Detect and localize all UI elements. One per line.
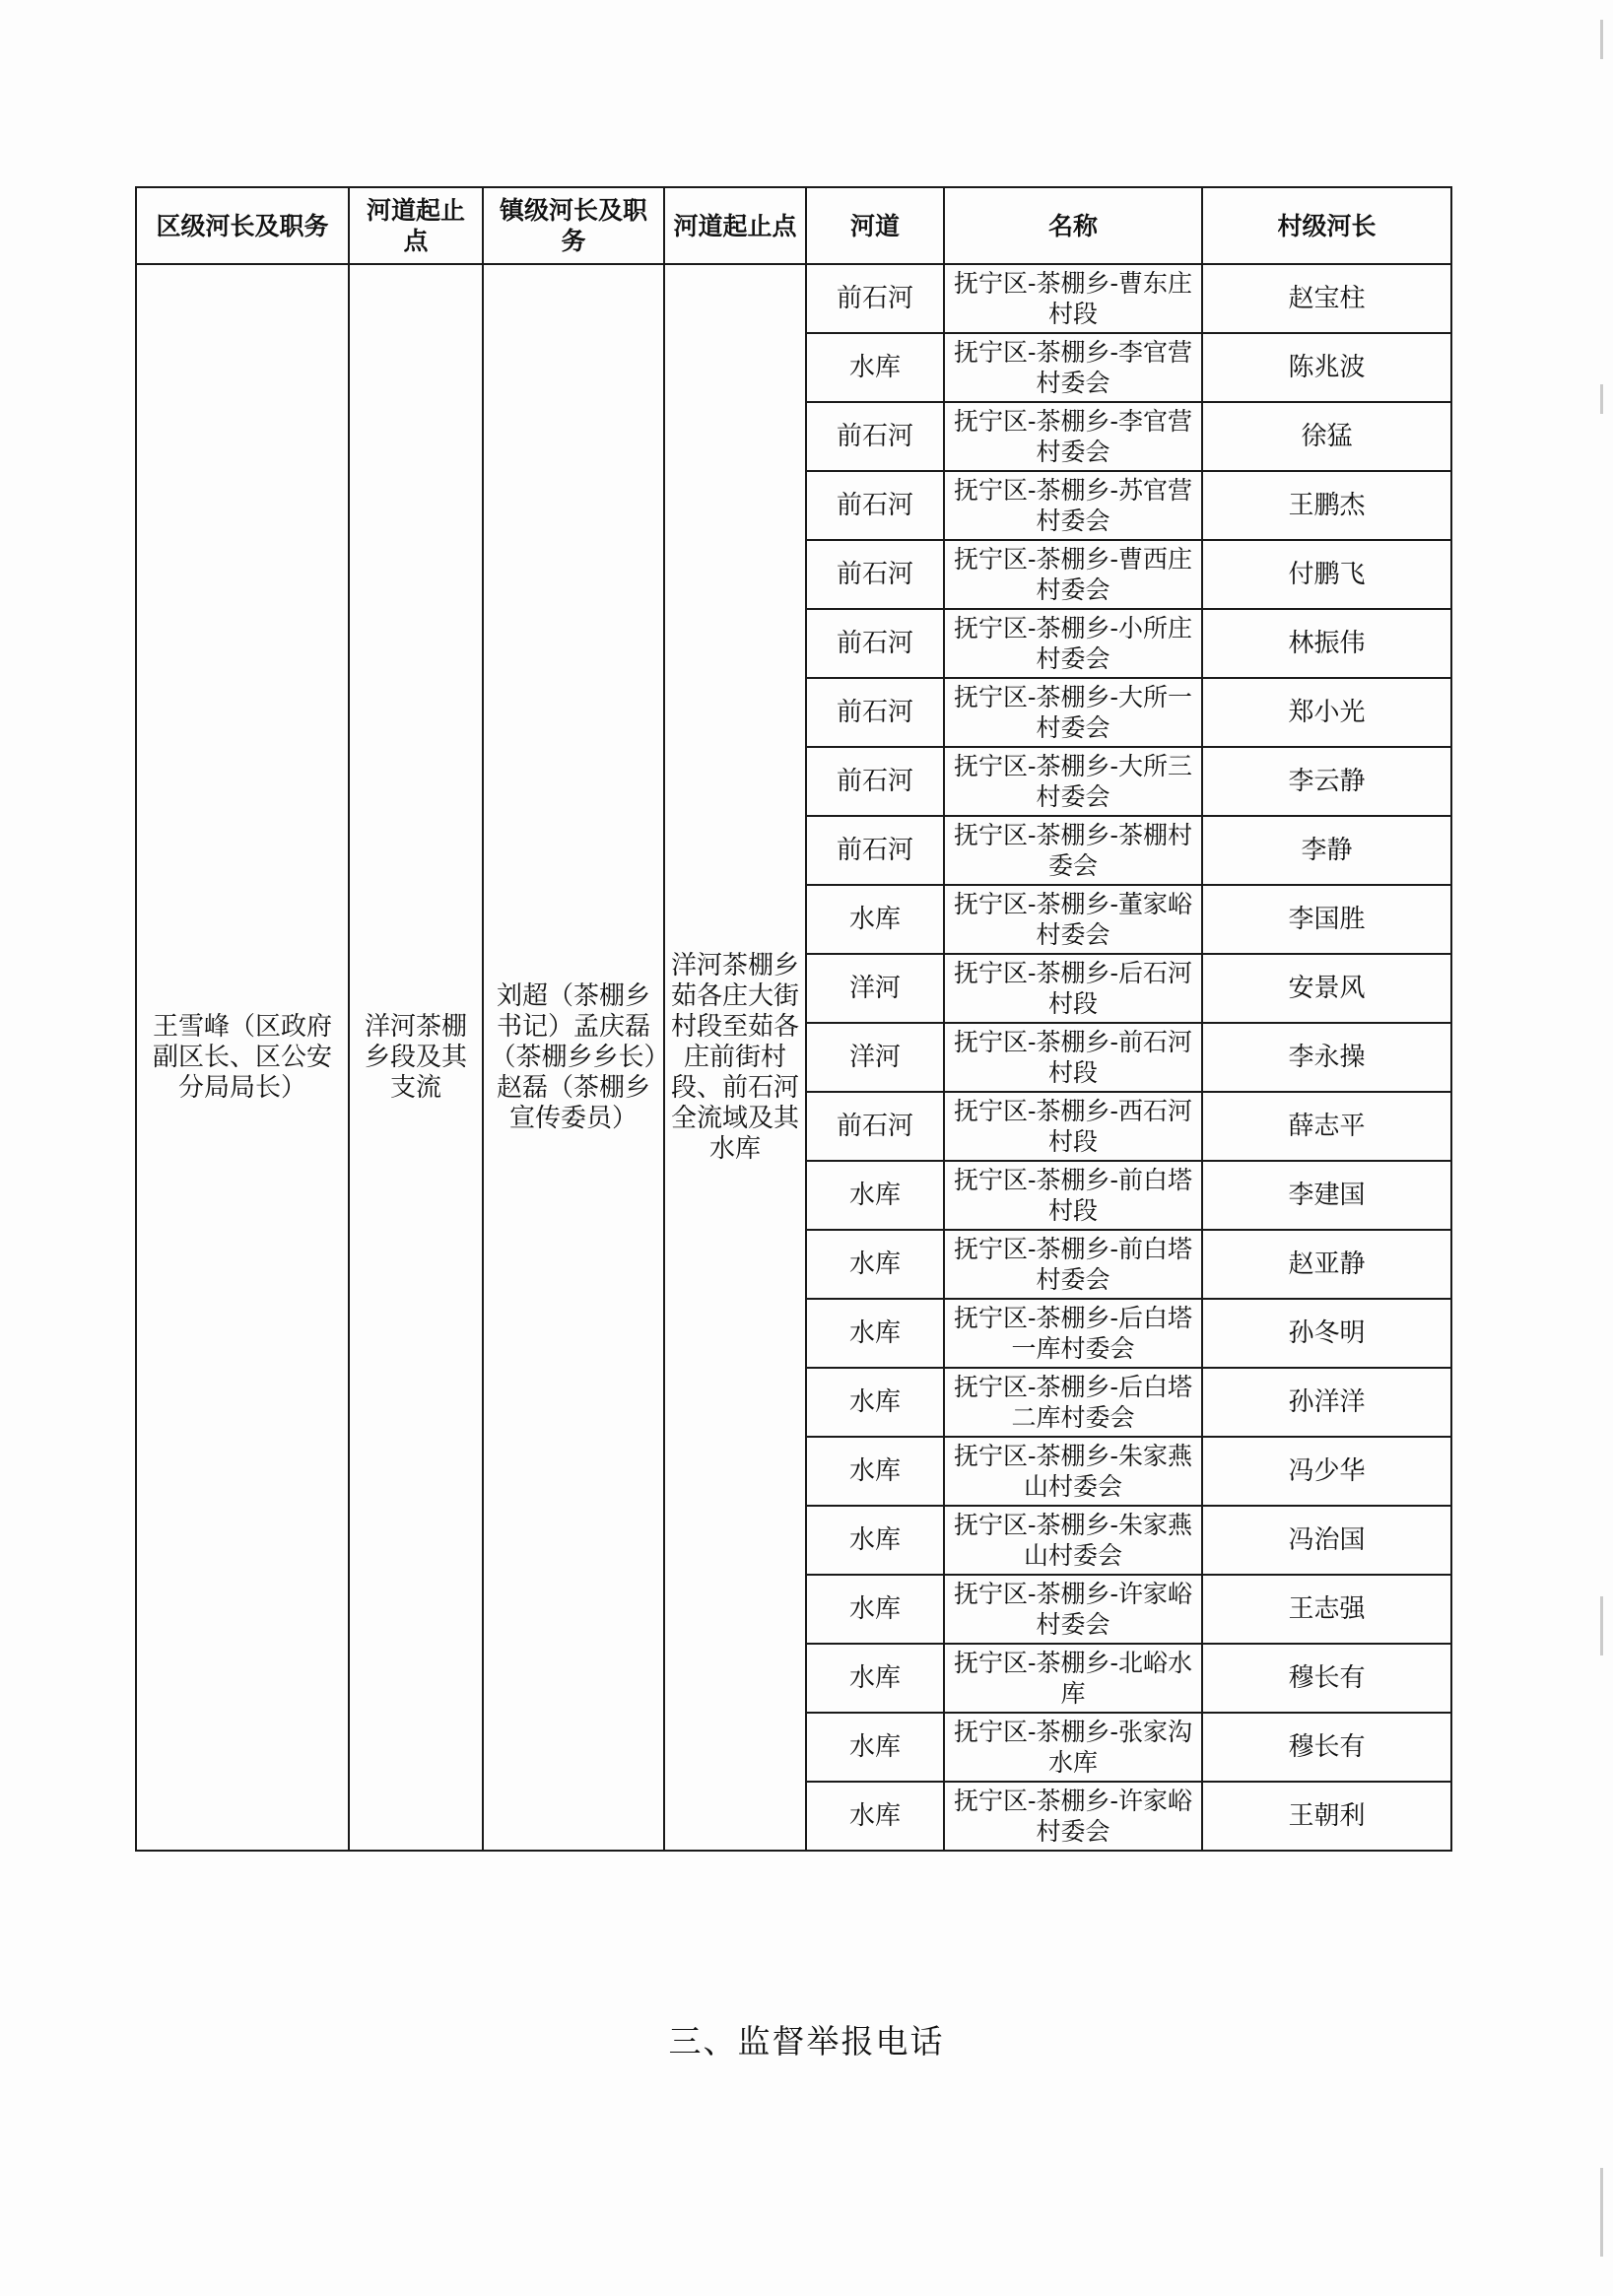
village-chief-cell: 薛志平 [1202, 1092, 1451, 1161]
name-cell: 抚宁区-茶棚乡-前白塔村委会 [944, 1230, 1202, 1299]
scan-edge-mark [1600, 384, 1603, 414]
village-chief-cell: 穆长有 [1202, 1644, 1451, 1713]
name-cell: 抚宁区-茶棚乡-西石河村段 [944, 1092, 1202, 1161]
village-chief-cell: 冯少华 [1202, 1437, 1451, 1506]
river-cell: 水库 [806, 1161, 944, 1230]
river-cell: 洋河 [806, 954, 944, 1023]
village-chief-cell: 李国胜 [1202, 885, 1451, 954]
name-cell: 抚宁区-茶棚乡-许家峪村委会 [944, 1782, 1202, 1851]
river-cell: 前石河 [806, 1092, 944, 1161]
name-cell: 抚宁区-茶棚乡-苏官营村委会 [944, 471, 1202, 540]
river-cell: 水库 [806, 1368, 944, 1437]
header-district-section: 河道起止点 [349, 187, 483, 264]
name-cell: 抚宁区-茶棚乡-李官营村委会 [944, 402, 1202, 471]
river-chief-table [135, 186, 1452, 1852]
village-chief-cell: 王志强 [1202, 1575, 1451, 1644]
village-chief-cell: 林振伟 [1202, 609, 1451, 678]
river-cell: 前石河 [806, 747, 944, 816]
village-chief-cell: 李建国 [1202, 1161, 1451, 1230]
header-village-chief: 村级河长 [1202, 187, 1451, 264]
name-cell: 抚宁区-茶棚乡-小所庄村委会 [944, 609, 1202, 678]
name-cell: 抚宁区-茶棚乡-曹东庄村段 [944, 264, 1202, 333]
name-cell: 抚宁区-茶棚乡-李官营村委会 [944, 333, 1202, 402]
header-river: 河道 [806, 187, 944, 264]
name-cell: 抚宁区-茶棚乡-大所三村委会 [944, 747, 1202, 816]
village-chief-cell: 安景风 [1202, 954, 1451, 1023]
river-cell: 水库 [806, 1506, 944, 1575]
river-cell: 前石河 [806, 609, 944, 678]
village-chief-cell: 李云静 [1202, 747, 1451, 816]
village-chief-cell: 冯治国 [1202, 1506, 1451, 1575]
village-chief-cell: 李永操 [1202, 1023, 1451, 1092]
name-cell: 抚宁区-茶棚乡-北峪水库 [944, 1644, 1202, 1713]
village-chief-cell: 郑小光 [1202, 678, 1451, 747]
name-cell: 抚宁区-茶棚乡-曹西庄村委会 [944, 540, 1202, 609]
river-cell: 前石河 [806, 471, 944, 540]
village-chief-cell: 孙洋洋 [1202, 1368, 1451, 1437]
river-cell: 水库 [806, 1644, 944, 1713]
name-cell: 抚宁区-茶棚乡-朱家燕山村委会 [944, 1506, 1202, 1575]
river-cell: 水库 [806, 333, 944, 402]
river-cell: 水库 [806, 1713, 944, 1782]
village-chief-cell: 赵宝柱 [1202, 264, 1451, 333]
river-cell: 水库 [806, 1575, 944, 1644]
village-chief-cell: 穆长有 [1202, 1713, 1451, 1782]
name-cell: 抚宁区-茶棚乡-后白塔二库村委会 [944, 1368, 1202, 1437]
name-cell: 抚宁区-茶棚乡-后白塔一库村委会 [944, 1299, 1202, 1368]
village-chief-cell: 赵亚静 [1202, 1230, 1451, 1299]
river-cell: 前石河 [806, 402, 944, 471]
name-cell: 抚宁区-茶棚乡-茶棚村委会 [944, 816, 1202, 885]
district-chief-cell: 王雪峰（区政府副区长、区公安分局局长） [136, 264, 349, 1851]
village-chief-cell: 付鹏飞 [1202, 540, 1451, 609]
scan-edge-mark [1600, 2168, 1603, 2257]
header-name: 名称 [944, 187, 1202, 264]
river-cell: 水库 [806, 1437, 944, 1506]
river-cell: 水库 [806, 1782, 944, 1851]
table-row [136, 264, 1451, 333]
scan-edge-mark [1600, 20, 1603, 59]
header-town-section: 河道起止点 [664, 187, 806, 264]
river-cell: 水库 [806, 885, 944, 954]
village-chief-cell: 王朝利 [1202, 1782, 1451, 1851]
river-cell: 前石河 [806, 540, 944, 609]
town-section-cell: 洋河茶棚乡茹各庄大街村段至茹各庄前街村段、前石河全流域及其水库 [664, 264, 806, 1851]
river-cell: 水库 [806, 1230, 944, 1299]
name-cell: 抚宁区-茶棚乡-大所一村委会 [944, 678, 1202, 747]
section-heading: 三、监督举报电话 [668, 2022, 945, 2060]
name-cell: 抚宁区-茶棚乡-朱家燕山村委会 [944, 1437, 1202, 1506]
village-chief-cell: 陈兆波 [1202, 333, 1451, 402]
scan-edge-mark [1600, 1596, 1603, 1655]
table-header-row [136, 187, 1451, 264]
district-section-cell: 洋河茶棚乡段及其支流 [349, 264, 483, 1851]
river-cell: 前石河 [806, 816, 944, 885]
name-cell: 抚宁区-茶棚乡-张家沟水库 [944, 1713, 1202, 1782]
river-cell: 前石河 [806, 264, 944, 333]
name-cell: 抚宁区-茶棚乡-前石河村段 [944, 1023, 1202, 1092]
river-cell: 前石河 [806, 678, 944, 747]
name-cell: 抚宁区-茶棚乡-前白塔村段 [944, 1161, 1202, 1230]
river-cell: 水库 [806, 1299, 944, 1368]
village-chief-cell: 李静 [1202, 816, 1451, 885]
header-district-chief: 区级河长及职务 [136, 187, 349, 264]
name-cell: 抚宁区-茶棚乡-许家峪村委会 [944, 1575, 1202, 1644]
name-cell: 抚宁区-茶棚乡-后石河村段 [944, 954, 1202, 1023]
town-chiefs-cell: 刘超（茶棚乡书记）孟庆磊（茶棚乡乡长）赵磊（茶棚乡宣传委员） [483, 264, 664, 1851]
village-chief-cell: 王鹏杰 [1202, 471, 1451, 540]
village-chief-cell: 孙冬明 [1202, 1299, 1451, 1368]
river-cell: 洋河 [806, 1023, 944, 1092]
village-chief-cell: 徐猛 [1202, 402, 1451, 471]
header-town-chief: 镇级河长及职务 [483, 187, 664, 264]
name-cell: 抚宁区-茶棚乡-董家峪村委会 [944, 885, 1202, 954]
